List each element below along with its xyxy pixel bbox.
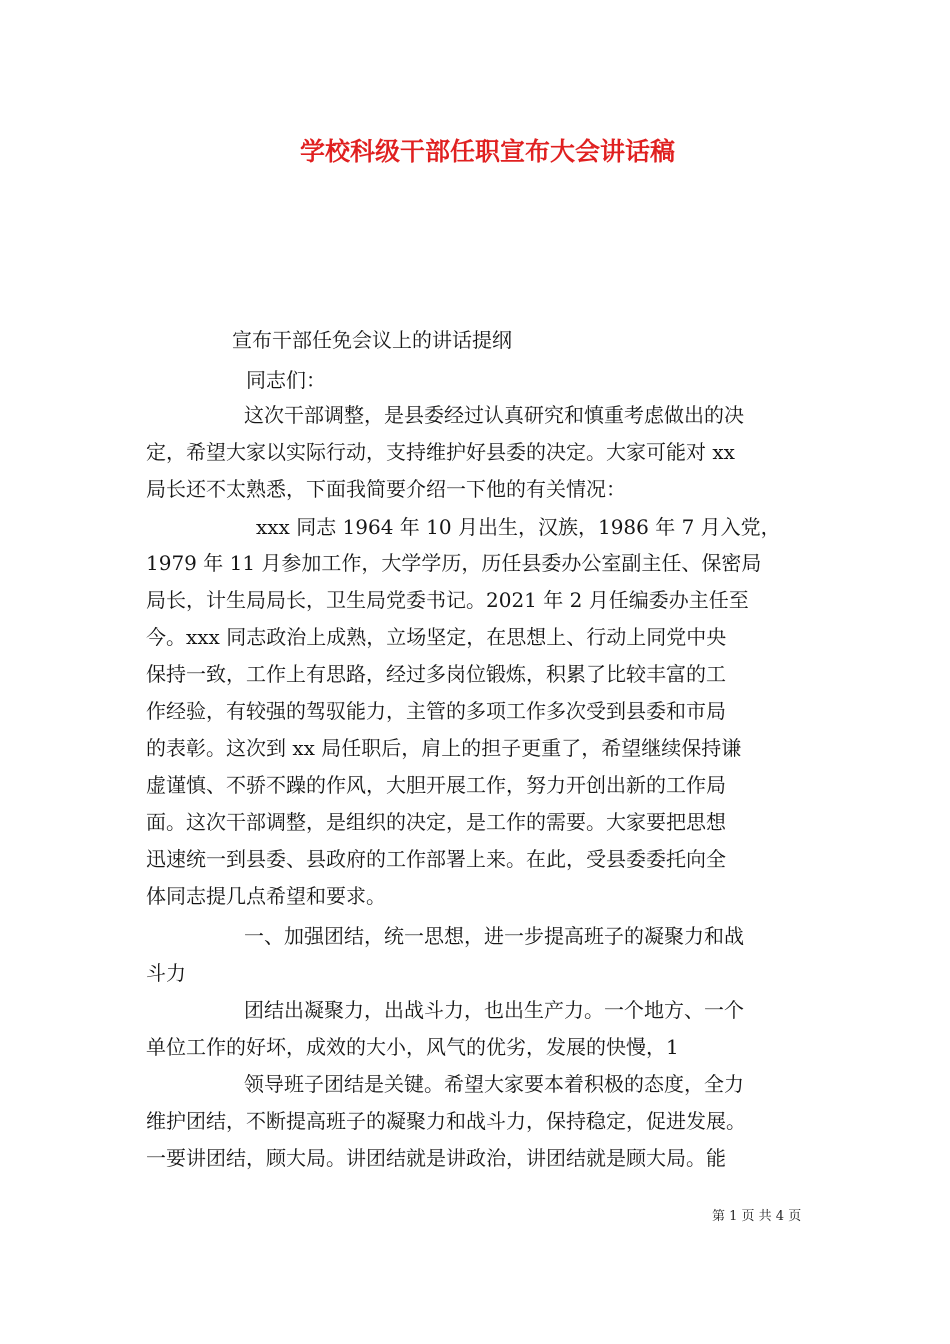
- body-line: 面。这次干部调整，是组织的决定，是工作的需要。大家要把思想: [146, 810, 726, 834]
- body-line: 领导班子团结是关键。希望大家要本着积极的态度，全力: [244, 1072, 744, 1096]
- body-line: 迅速统一到县委、县政府的工作部署上来。在此，受县委委托向全: [146, 847, 726, 871]
- body-line: 虚谨慎、不骄不躁的作风，大胆开展工作，努力开创出新的工作局: [146, 773, 726, 797]
- body-line: 保持一致，工作上有思路，经过多岗位锻炼，积累了比较丰富的工: [146, 662, 726, 686]
- section-heading-continuation: 斗力: [146, 961, 186, 985]
- document-title: 学校科级干部任职宣布大会讲话稿: [300, 137, 676, 166]
- body-line: 今。xxx 同志政治上成熟，立场坚定，在思想上、行动上同党中央: [146, 625, 727, 649]
- body-line: 局长，计生局局长，卫生局党委书记。2021 年 2 月任编委办主任至: [146, 588, 749, 612]
- body-line: xxx 同志 1964 年 10 月出生，汉族，1986 年 7 月入党，: [256, 515, 781, 539]
- body-line: 维护团结，不断提高班子的凝聚力和战斗力，保持稳定，促进发展。: [146, 1109, 746, 1133]
- body-line: 一要讲团结，顾大局。讲团结就是讲政治，讲团结就是顾大局。能: [146, 1146, 726, 1170]
- body-line: 1979 年 11 月参加工作，大学学历，历任县委办公室副主任、保密局: [146, 551, 762, 575]
- body-line: 这次干部调整，是县委经过认真研究和慎重考虑做出的决: [244, 403, 744, 427]
- body-line: 作经验，有较强的驾驭能力，主管的多项工作多次受到县委和市局: [146, 699, 726, 723]
- salutation: 同志们：: [246, 368, 326, 392]
- body-line: 体同志提几点希望和要求。: [146, 884, 386, 908]
- body-line: 局长还不太熟悉，下面我简要介绍一下他的有关情况：: [146, 477, 626, 501]
- page-number-footer: 第 1 页 共 4 页: [712, 1209, 802, 1224]
- body-line: 团结出凝聚力，出战斗力，也出生产力。一个地方、一个: [244, 998, 744, 1022]
- document-subtitle: 宣布干部任免会议上的讲话提纲: [232, 328, 512, 352]
- body-line: 单位工作的好坏，成效的大小，风气的优劣，发展的快慢，1: [146, 1035, 679, 1059]
- body-line: 的表彰。这次到 xx 局任职后，肩上的担子更重了，希望继续保持谦: [146, 736, 742, 760]
- section-heading: 一、加强团结，统一思想，进一步提高班子的凝聚力和战: [244, 924, 744, 948]
- body-line: 定，希望大家以实际行动，支持维护好县委的决定。大家可能对 xx: [146, 440, 735, 464]
